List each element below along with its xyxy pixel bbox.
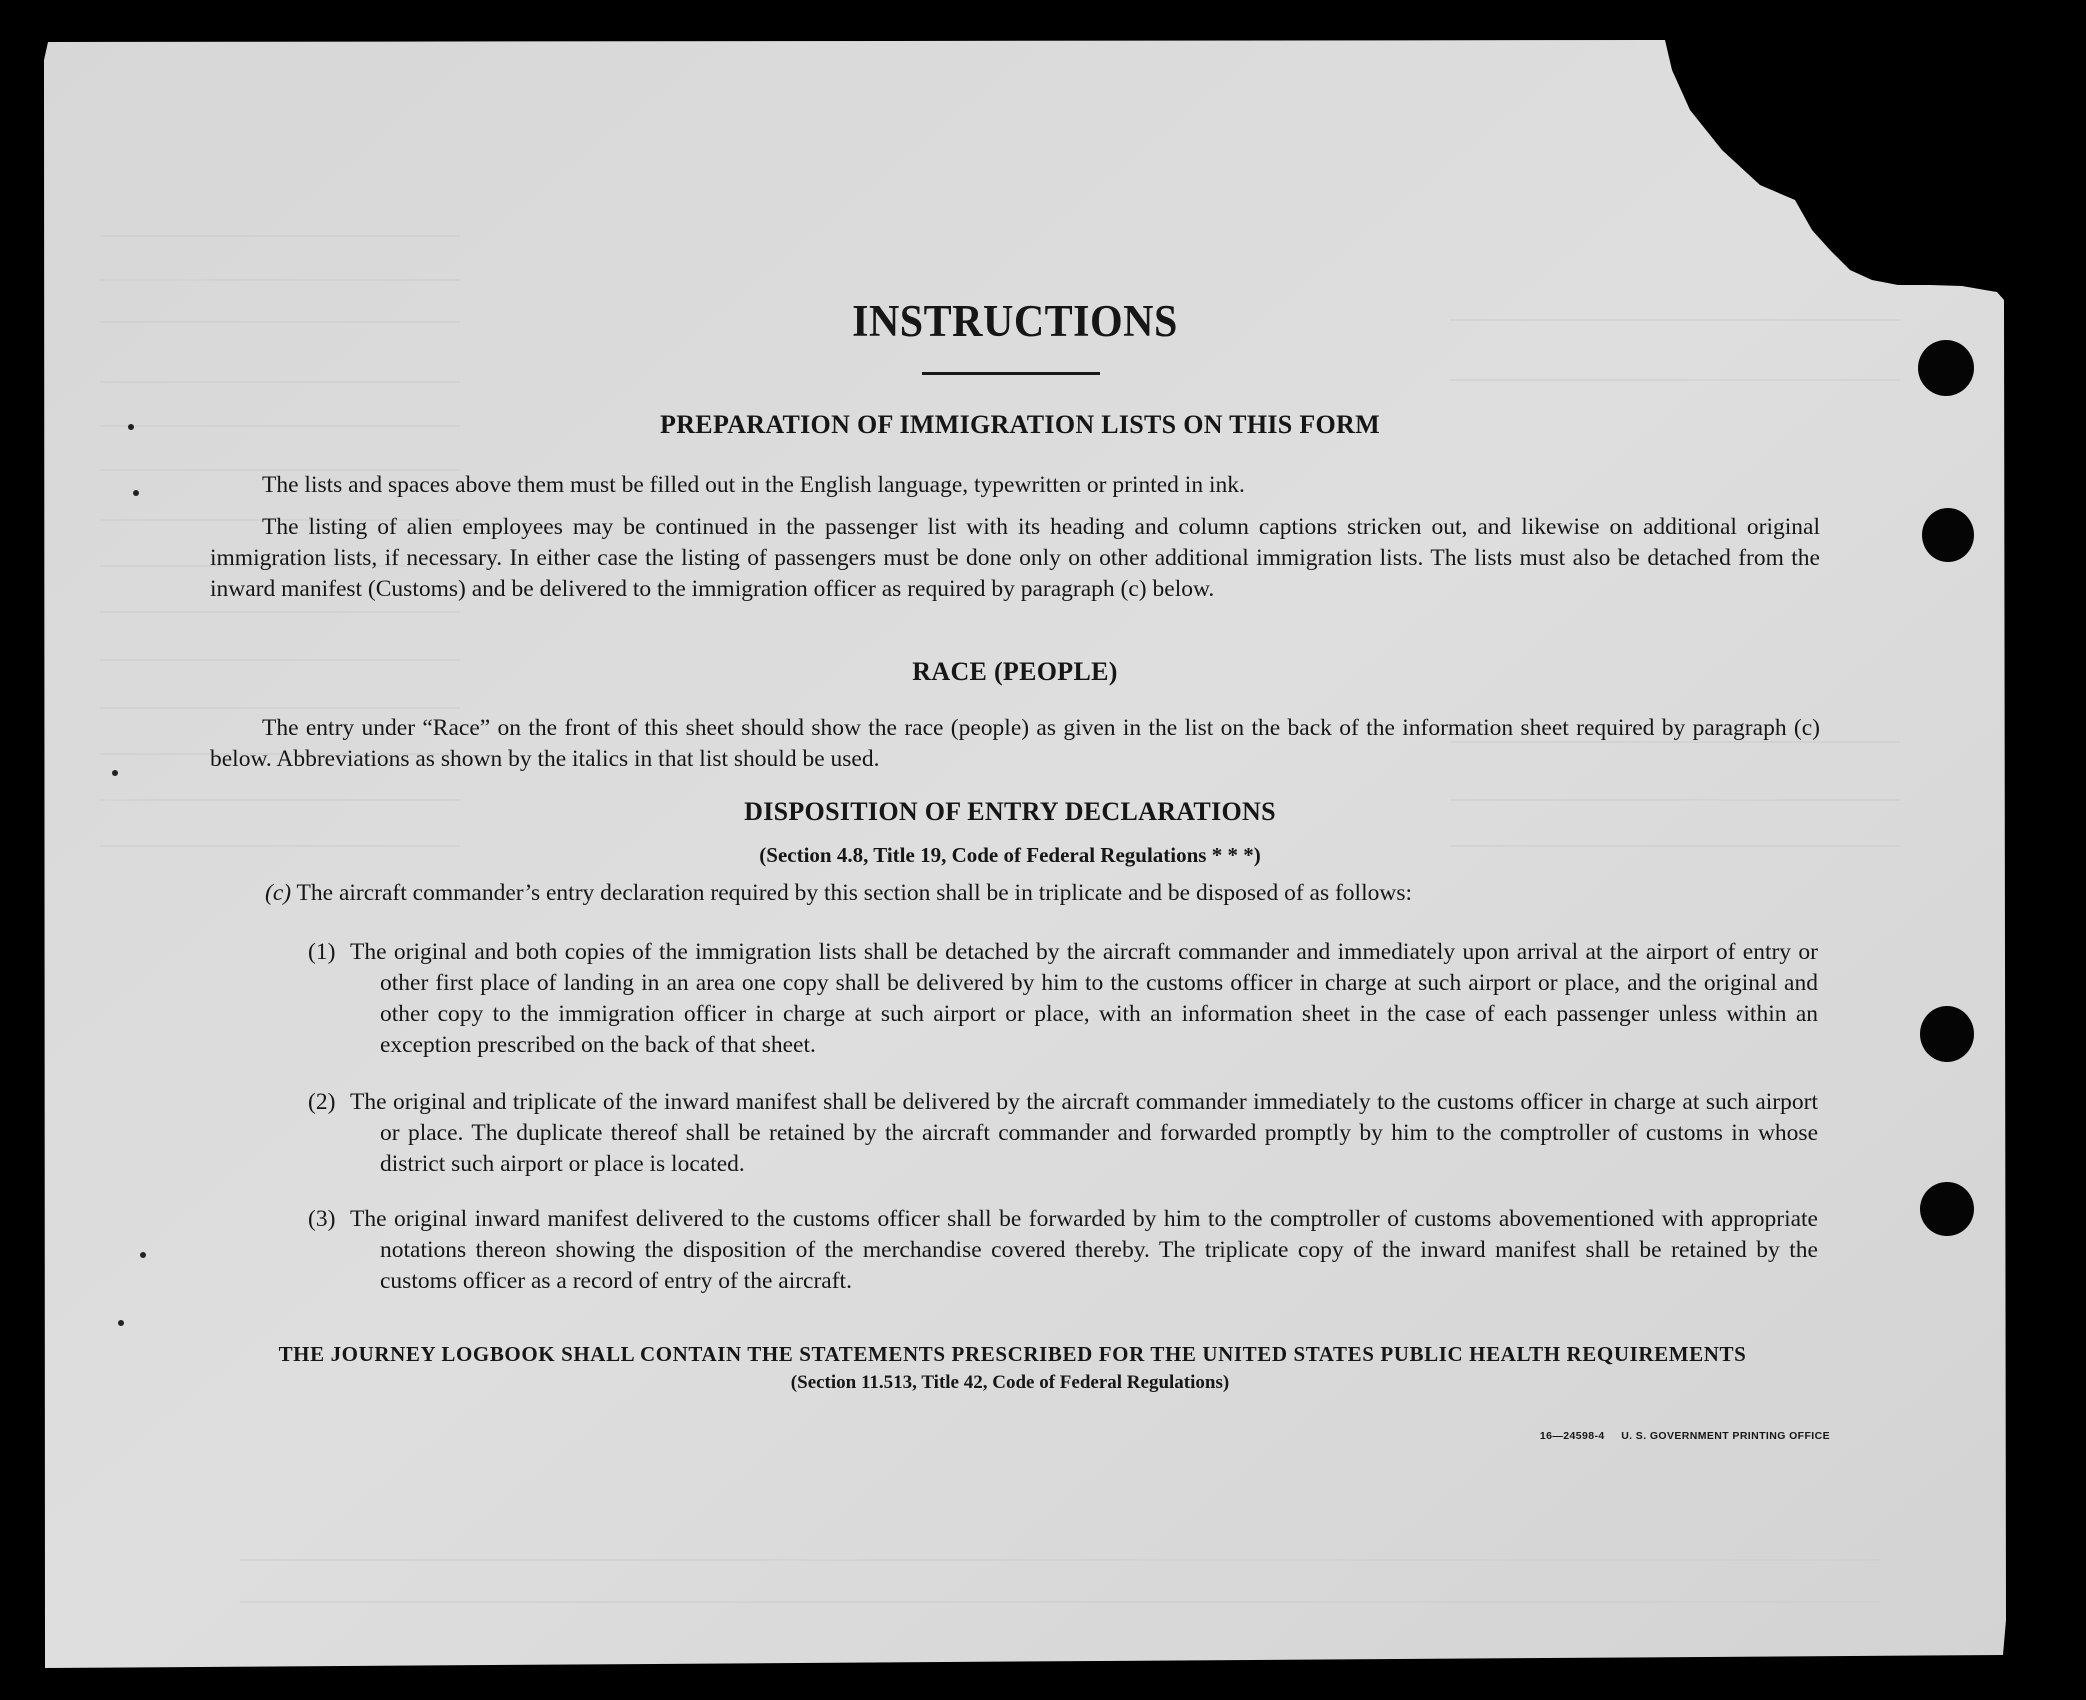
page-title: INSTRUCTIONS — [852, 297, 1178, 347]
preparation-paragraph-2: The listing of alien employees may be continued in the passenger list with its heading and column captions stricken out, and likewise on additional original immigration lists, if necessary. In either case the listing of passengers must be done only on other additional immigration lists. The lists must also be detached from the inward manifest (Customs) and be delivered to the immigration officer as required by paragraph (c) below. — [210, 514, 1820, 602]
disposition-item-2 — [308, 1087, 1818, 1180]
section-heading-preparation: PREPARATION OF IMMIGRATION LISTS ON THIS FORM — [660, 410, 1380, 439]
disposition-intro — [265, 878, 1825, 909]
disposition-intro-label: (c) — [265, 880, 292, 906]
race-paragraph: The entry under “Race” on the front of this sheet should show the race (people) as given in the list on the back of the information sheet required by paragraph (c) below. Abbreviations as shown by the italics in that list should be used. — [210, 715, 1820, 772]
disposition-citation: (Section 4.8, Title 19, Code of Federal Regulations * * *) — [759, 843, 1261, 867]
disposition-intro-text: The aircraft commander’s entry declaration required by this section shall be in triplicate and be disposed of as follows: — [296, 880, 1413, 906]
section-heading-race: RACE (PEOPLE) — [912, 657, 1118, 686]
disposition-item-3 — [308, 1204, 1818, 1297]
item-text: The original and triplicate of the inward manifest shall be delivered by the aircraft commander immediately to the customs officer in charge at such airport or place. The duplicate thereof shall be retained by the aircraft commander and forwarded promptly by him to the comptroller of customs in whose district such airport or place is located. — [350, 1089, 1818, 1177]
disposition-item-1 — [308, 937, 1818, 1061]
item-text: The original inward manifest delivered to the customs officer shall be forwarded by him to the comptroller of customs abovementioned with appropriate notations thereon showing the disposition of the merchandise covered thereby. The triplicate copy of the inward manifest shall be retained by the customs officer as a record of entry of the aircraft. — [350, 1206, 1818, 1294]
preparation-paragraph-1: The lists and spaces above them must be filled out in the English language, typewritten or printed in ink. — [262, 472, 1245, 498]
journey-logbook-heading: THE JOURNEY LOGBOOK SHALL CONTAIN THE STATEMENTS PRESCRIBED FOR THE UNITED STATES PUBLIC HEALTH REQUIREMENTS — [278, 1342, 1747, 1366]
item-number: (3) — [308, 1206, 336, 1232]
item-number: (1) — [308, 939, 336, 965]
item-text: The original and both copies of the immigration lists shall be detached by the aircraft commander and immediately upon arrival at the airport of entry or other first place of landing in an area one copy shall be delivered by him to the customs officer in charge at such airport or place, and the original and other copy to the immigration officer in charge at such airport or place, with an information sheet in the case of each passenger unless within an exception prescribed on the back of that sheet. — [350, 939, 1818, 1058]
item-number: (2) — [308, 1089, 336, 1115]
title-underline — [922, 372, 1100, 375]
journey-logbook-citation: (Section 11.513, Title 42, Code of Federal Regulations) — [790, 1372, 1230, 1393]
section-heading-disposition: DISPOSITION OF ENTRY DECLARATIONS — [744, 797, 1276, 826]
printer-imprint: 16—24598-4 U. S. GOVERNMENT PRINTING OFFICE — [1539, 1430, 1830, 1442]
